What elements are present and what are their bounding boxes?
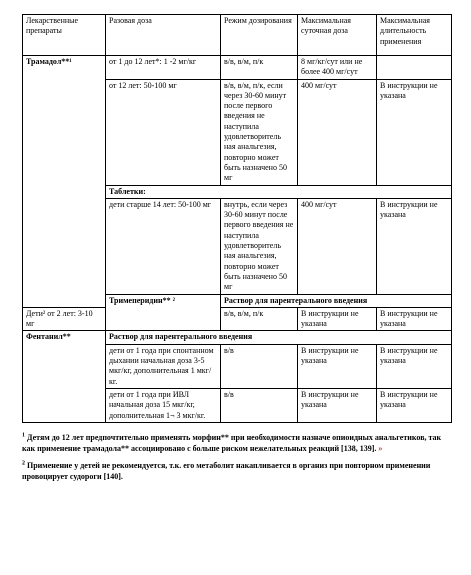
footnote-2-number: 2 [22, 460, 25, 467]
dose-cell: Дети² от 2 лет: 3-10 мг [23, 307, 106, 331]
section-label: Раствор для парентерального введения [106, 331, 452, 344]
max-daily-cell: 400 мг/сут [298, 79, 377, 185]
section-label: Таблетки: [106, 185, 452, 198]
regimen-cell: в/в, в/м, п/к [221, 307, 298, 331]
section-label: Раствор для парентерального введения [221, 294, 452, 307]
max-daily-cell: В инструкции не указана [298, 307, 377, 331]
max-daily-cell: В инструкции не указана [298, 388, 377, 422]
dose-cell: дети старше 14 лет: 50-100 мг [106, 198, 221, 294]
dose-cell: дети от 1 года при ИВЛ начальная доза 15 мкг/кг, дополнительная 1¬ 3 мкг/кг. [106, 388, 221, 422]
footnote-1-number: 1 [22, 432, 25, 439]
table-row [23, 331, 452, 344]
header-cell: Режим дозирования [221, 15, 298, 56]
table-row [23, 56, 452, 80]
overflow-mark: » [378, 443, 383, 453]
duration-cell: В инструкции не указана [377, 79, 452, 185]
footnote-2 [22, 460, 451, 482]
regimen-cell: в/в [221, 388, 298, 422]
duration-cell: В инструкции не указана [377, 307, 452, 331]
header-cell: Разовая доза [106, 15, 221, 56]
regimen-cell: в/в [221, 344, 298, 388]
dose-cell: от 12 лет: 50-100 мг [106, 79, 221, 185]
header-cell: Максимальная длительность применения [377, 15, 452, 56]
dose-cell: дети от 1 года при спонтанном дыхании начальная доза 3-5 мкг/кг, дополнительная 1 мкг/кг. [106, 344, 221, 388]
max-daily-cell: 8 мг/кг/сут или не более 400 мг/сут [298, 56, 377, 80]
regimen-cell: в/в, в/м, п/к, если через 30-60 минут после первого введения не наступила удовлетворитель ная анальгезия, повторно может быть назначено 50 мг [221, 79, 298, 185]
document-page [22, 14, 451, 488]
footnote-2-text: Применение у детей не рекомендуется, т.к. его метаболит накапливается в организ при повторном применении провоцирует судороги [140]. [22, 460, 431, 481]
duration-cell: В инструкции не указана [377, 198, 452, 294]
drug-name-fentanyl: Фентанил** [23, 331, 106, 422]
duration-cell: В инструкции не указана [377, 388, 452, 422]
drug-name-tramadol: Трамадол**¹ [23, 56, 106, 308]
duration-cell: В инструкции не указана [377, 344, 452, 388]
max-daily-cell: 400 мг/сут [298, 198, 377, 294]
table-header-row [23, 15, 452, 56]
header-cell: Максимальная суточная доза [298, 15, 377, 56]
duration-cell [377, 56, 452, 80]
footnotes [22, 432, 451, 482]
analgesics-table [22, 14, 452, 423]
footnote-1 [22, 432, 451, 454]
drug-name-trimeperidine: Тримеперидин** ² [106, 294, 221, 331]
dose-cell: от 1 до 12 лет*: 1 -2 мг/кг [106, 56, 221, 80]
regimen-cell: внутрь, если через 30-60 минут после первого введения не наступила удовлетворитель ная анальгезия, повторно может быть назначено 50 мг [221, 198, 298, 294]
table-row [23, 307, 452, 331]
max-daily-cell: В инструкции не указана [298, 344, 377, 388]
regimen-cell: в/в, в/м, п/к [221, 56, 298, 80]
footnote-1-text: Детям до 12 лет предпочтительно применять морфин** при необходимости назначе опиоидных анальгетиков, так как применение трамадола** ассоциировано с больше риском нежелательных реакций [138, 139]. [22, 432, 442, 453]
header-cell: Лекарственные препараты [23, 15, 106, 56]
